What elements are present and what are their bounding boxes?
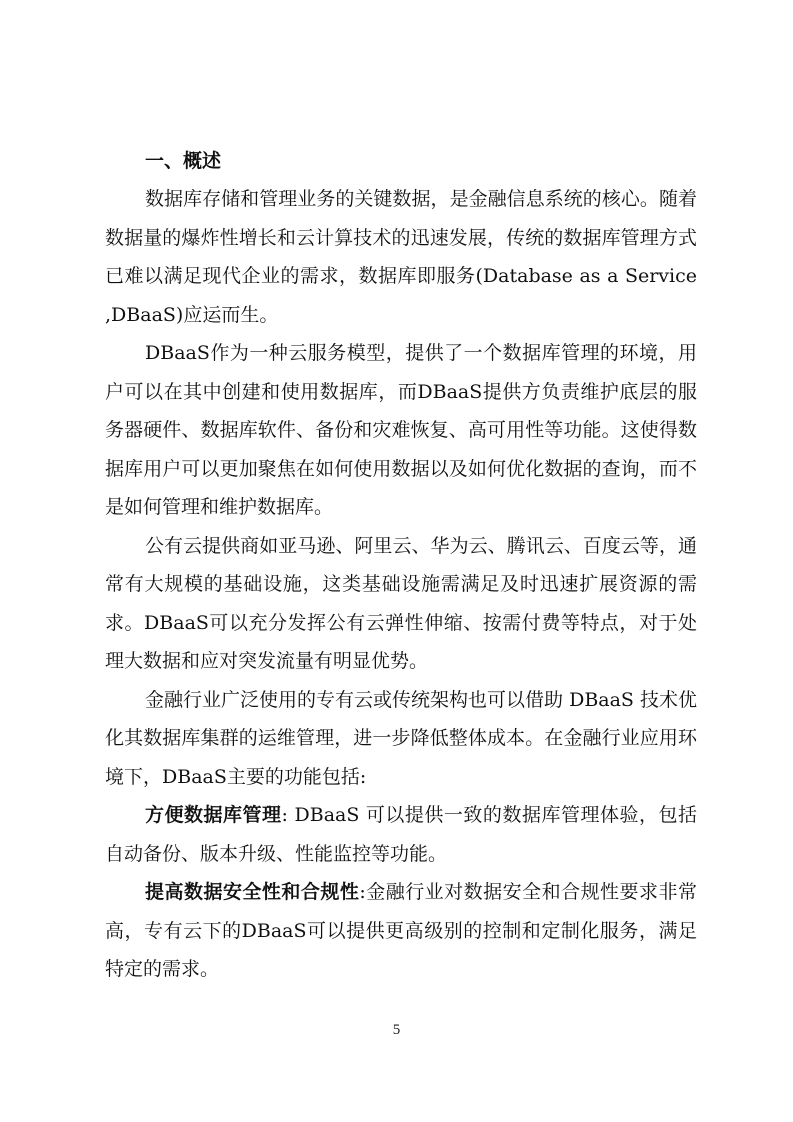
paragraph-financial-industry: 金融行业广泛使用的专有云或传统架构也可以借助 DBaaS 技术优化其数据库集群的运维管理，进一步降低整体成本。在金融行业应用环境下，DBaaS主要的功能包括:	[105, 688, 697, 788]
feature-description: : DBaaS 可以提供一致的数据库管理体验，包括自动备份、版本升级、性能监控等功能。	[105, 804, 697, 865]
section-heading: 一、概述	[145, 150, 222, 172]
feature-title: 方便数据库管理	[145, 804, 282, 826]
paragraph-dbaas-model: DBaaS作为一种云服务模型，提供了一个数据库管理的环境，用户可以在其中创建和使用数据库，而DBaaS提供方负责维护底层的服务器硬件、数据库软件、备份和灾难恢复、高可用性等功能。这使得数据库用户可以更加聚焦在如何使用数据以及如何优化数据的查询，而不是如何管理和维护数据库。	[105, 342, 697, 518]
feature-description: :金融行业对数据安全和合规性要求非常高，专有云下的DBaaS可以提供更高级别的控制和定制化服务，满足特定的需求。	[105, 881, 697, 980]
page-number: 5	[392, 1022, 401, 1038]
page-body	[105, 142, 697, 989]
paragraph-public-cloud: 公有云提供商如亚马逊、阿里云、华为云、腾讯云、百度云等，通常有大规模的基础设施，这类基础设施需满足及时迅速扩展资源的需求。DBaaS可以充分发挥公有云弹性伸缩、按需付费等特点，对于处理大数据和应对突发流量有明显优势。	[105, 534, 697, 672]
feature-title: 提高数据安全性和合规性	[145, 881, 360, 903]
paragraph-overview: 数据库存储和管理业务的关键数据，是金融信息系统的核心。随着数据量的爆炸性增长和云计算技术的迅速发展，传统的数据库管理方式已难以满足现代企业的需求，数据库即服务(Database as a Service ,DBaaS)应运而生。	[105, 188, 697, 326]
feature-item-management	[105, 796, 697, 873]
feature-item-security	[105, 873, 697, 989]
